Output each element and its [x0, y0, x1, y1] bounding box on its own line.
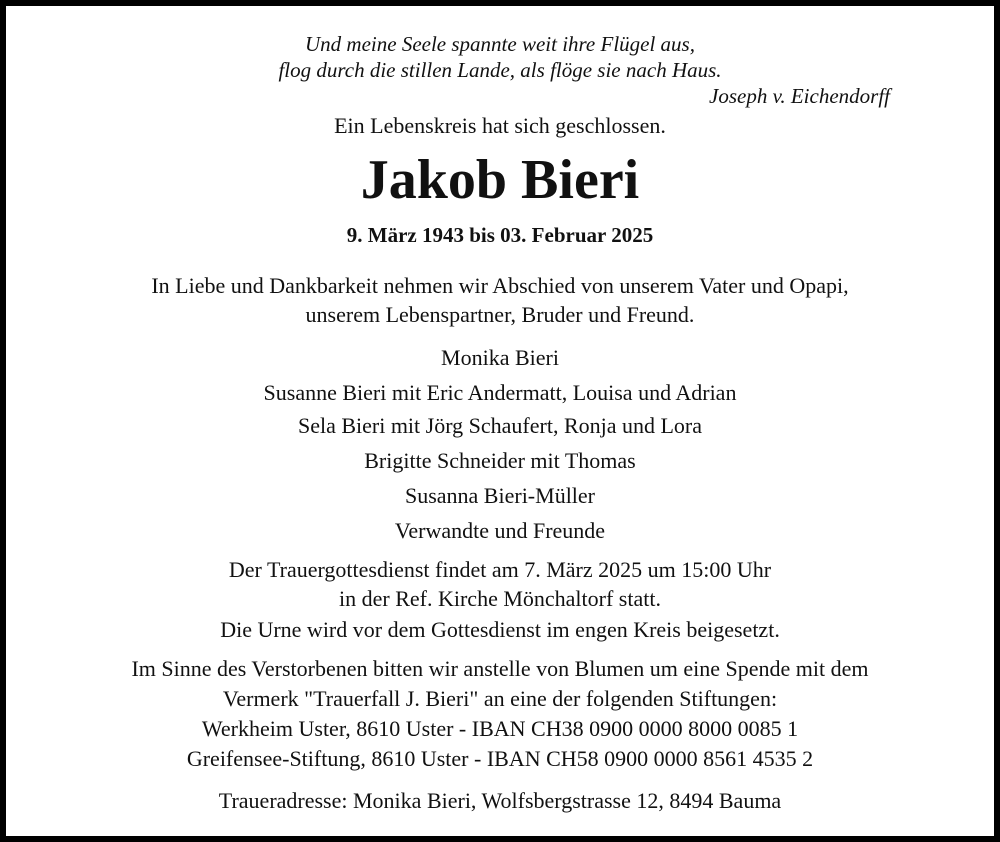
mourning-address: Traueradresse: Monika Bieri, Wolfsbergstrasse 12, 8494 Bauma	[218, 788, 782, 813]
quote-line-1: Und meine Seele spannte weit ihre Flügel aus,	[305, 32, 695, 56]
deceased-name: Jakob Bieri	[360, 149, 640, 211]
quote-line-2: flog durch die stillen Lande, als flöge sie nach Haus.	[278, 58, 722, 82]
service-line-2: in der Ref. Kirche Mönchaltorf statt.	[339, 586, 661, 611]
life-dates: 9. März 1943 bis 03. Februar 2025	[346, 223, 654, 247]
service-line-1: Der Trauergottesdienst findet am 7. März 2025 um 15:00 Uhr	[228, 557, 772, 582]
donation-iban-2: Greifensee-Stiftung, 8610 Uster - IBAN CH58 0900 0000 8561 4535 2	[186, 746, 814, 771]
mourner-line: Sela Bieri mit Jörg Schaufert, Ronja und Lora	[297, 413, 703, 438]
intro-text: Ein Lebenskreis hat sich geschlossen.	[334, 113, 666, 138]
donation-line-1: Im Sinne des Verstorbenen bitten wir anstelle von Blumen um eine Spende mit dem	[131, 656, 869, 681]
donation-line-2: Vermerk "Trauerfall J. Bieri" an eine der folgenden Stiftungen:	[222, 686, 778, 711]
quote-author: Joseph v. Eichendorff	[709, 84, 890, 108]
donation-iban-1: Werkheim Uster, 8610 Uster - IBAN CH38 0900 0000 8000 0085 1	[201, 716, 799, 741]
farewell-line-2: unserem Lebenspartner, Bruder und Freund.	[305, 302, 695, 327]
mourner-line: Brigitte Schneider mit Thomas	[364, 448, 636, 473]
mourner-line: Susanna Bieri-Müller	[404, 483, 596, 508]
service-line-3: Die Urne wird vor dem Gottesdienst im engen Kreis beigesetzt.	[220, 617, 780, 642]
mourner-line: Monika Bieri	[441, 345, 559, 370]
farewell-line-1: In Liebe und Dankbarkeit nehmen wir Abschied von unserem Vater und Opapi,	[151, 273, 849, 298]
mourner-line: Verwandte und Freunde	[394, 518, 606, 543]
mourner-line: Susanne Bieri mit Eric Andermatt, Louisa und Adrian	[263, 380, 737, 405]
